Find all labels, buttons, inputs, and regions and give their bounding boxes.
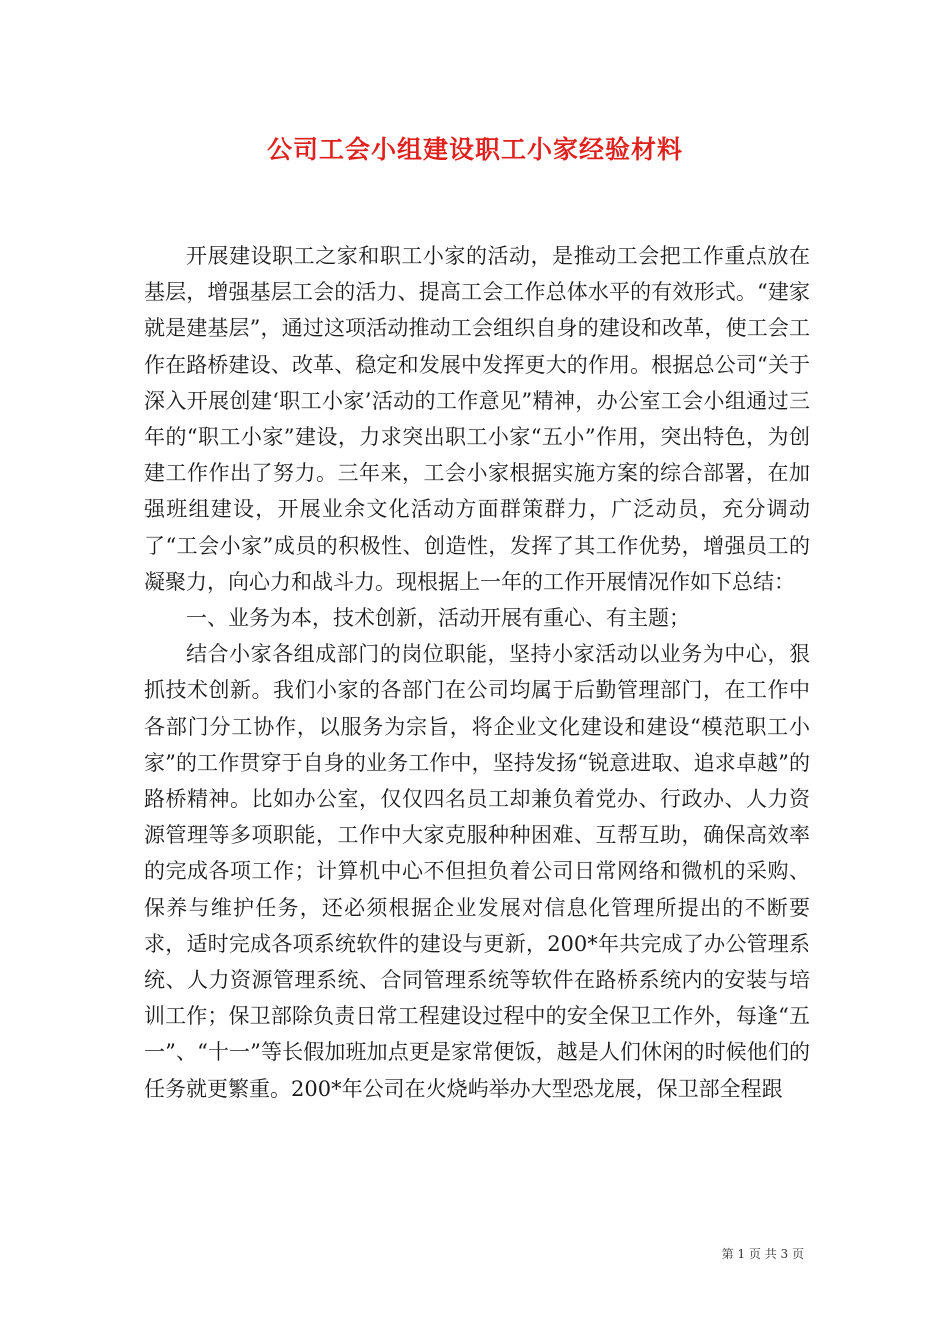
document-body bbox=[144, 238, 810, 1107]
paragraph-section-heading: 一、业务为本，技术创新，活动开展有重心、有主题； bbox=[186, 606, 690, 631]
paragraph-section-body: 结合小家各组成部门的岗位职能，坚持小家活动以业务为中心，狠抓技术创新。我们小家的各部门在公司均属于后勤管理部门，在工作中各部门分工协作，以服务为宗旨，将企业文化建设和建设“模范职工小家”的工作贯穿于自身的业务工作中，坚持发扬“锐意进取、追求卓越”的路桥精神。比如办公室，仅仅四名员工却兼负着党办、行政办、人力资源管理等多项职能，工作中大家克服种种困难、互帮互助，确保高效率的完成各项工作；计算机中心不但担负着公司日常网络和微机的采购、保养与维护任务，还必须根据企业发展对信息化管理所提出的不断要求，适时完成各项系统软件的建设与更新，200*年共完成了办公管理系统、人力资源管理系统、合同管理系统等软件在路桥系统内的安装与培训工作；保卫部除负责日常工程建设过程中的安全保卫工作外，每逢“五一”、“十一”等长假加班加点更是家常便饭，越是人们休闲的时候他们的任务就更繁重。200*年公司在火烧屿举办大型恐龙展，保卫部全程跟 bbox=[144, 642, 810, 1101]
paragraph-intro: 开展建设职工之家和职工小家的活动，是推动工会把工作重点放在基层，增强基层工会的活力、提高工会工作总体水平的有效形式。“建家就是建基层”，通过这项活动推动工会组织自身的建设和改革，使工会工作在路桥建设、改革、稳定和发展中发挥更大的作用。根据总公司“关于深入开展创建‘职工小家’活动的工作意见”精神，办公室工会小组通过三年的“职工小家”建设，力求突出职工小家“五小”作用，突出特色，为创建工作作出了努力。三年来，工会小家根据实施方案的综合部署，在加强班组建设，开展业余文化活动方面群策群力，广泛动员，充分调动了“工会小家”成员的积极性、创造性，发挥了其工作优势，增强员工的凝聚力，向心力和战斗力。现根据上一年的工作开展情况作如下总结： bbox=[144, 244, 810, 594]
document-title: 公司工会小组建设职工小家经验材料 bbox=[266, 135, 683, 164]
page-number-footer: 第 1 页 共 3 页 bbox=[721, 1247, 804, 1261]
